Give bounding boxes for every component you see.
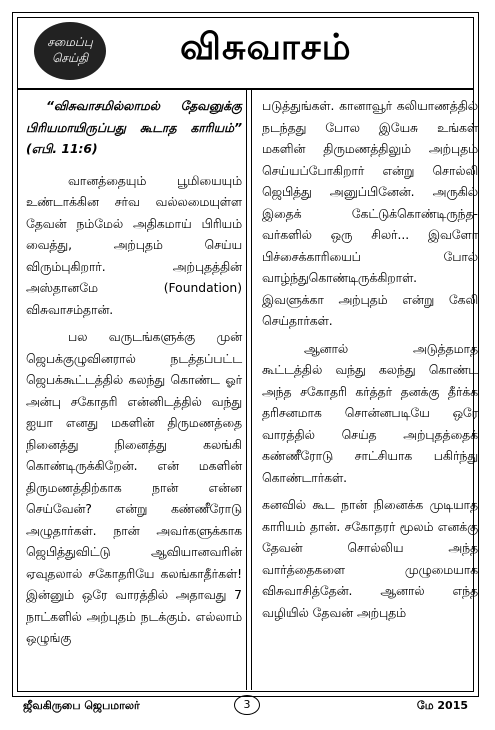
magazine-name: ஜீவகிருபை ஜெபமாலர் [23,699,140,712]
issue-date: மே 2015 [416,699,468,712]
badge-line1: சமைப்பு [47,35,93,49]
page-number: 3 [234,695,260,715]
paragraph: பல வருடங்களுக்கு முன் ஜெபக்குழுவினரால் நடத்தப்பட்ட ஜெபக்கூட்டத்தில் கலந்து கொண்ட ஓர் அன்பு சகோதரி என்னிடத்தில் வந்து ஐயா எனது மகளின் திருமணத்தை நினைத்து நினைத்து கலங்கி கொண்டிருக்கிறேன். என் மகளின் திருமணத்திற்காக நான் என்ன செய்வேன்? என்று கண்ணீரோடு அழுதார்கள். நான் அவர்களுக்காக ஜெபித்துவிட்டு ஆவியானவரின் ஏவுதலால் சகோதரியே கலங்காதீர்கள்! இன்னும் ஒரே வாரத்தில் அதாவது 7 நாட்களில் அற்புதம் நடக்கும். எல்லாம் ஒழுங்கு [26,330,242,645]
badge-line2: செய்தி [51,51,89,65]
right-column [262,96,478,630]
page-title: விசுவாசம் [180,26,352,68]
column-divider [246,90,252,690]
paragraph: படுத்துங்கள். கானாவூர் கலியாணத்தில் நடந்தது போல இயேசு உங்கள் மகளின் திருமணத்திலும் அற்புதம் செய்யப்போகிறார் என்று சொல்லி ஜெபித்து அனுப்பினேன். அருகில் இதைக் கேட்டுக்கொண்டிருந்த-வர்களில் ஒரு சிலர்... இவளோ பிச்சைக்காரியைப் போல் வாழ்ந்துகொண்டிருக்கிறாள். இவளுக்கா அற்புதம் என்று கேலி செய்தார்கள். [262,99,478,328]
paragraph: வானத்தையும் பூமியையும் உண்டாக்கின சர்வ வல்லமையுள்ள தேவன் நம்மேல் அதிகமாய் பிரியம் வைத்து, அற்புதம் செய்ய விரும்புகிறார். அற்புதத்தின் அஸ்தானமே (Foundation) விசுவாசம்தான். [26,173,242,317]
section-badge [34,22,106,80]
left-column [26,96,242,656]
scripture-quote: “விசுவாசமில்லாமல் தேவனுக்கு பிரியமாயிருப்பது கூடாத காரியம்” (எபி. 11:6) [26,99,242,156]
paragraph: ஆனால் அடுத்தமாத கூட்டத்தில் வந்து கலந்து கொண்ட அந்த சகோதரி கர்த்தர் தனக்கு தீர்க்க தரிசனமாக சொன்னபடியே ஒரே வாரத்தில் செய்த அற்புதத்தைக் கண்ணீரோடு சாட்சியாக பகிர்ந்து கொண்டார்கள். [262,341,478,485]
page-footer [17,695,474,717]
paragraph: கனவில் கூட நான் நினைக்க முடியாத காரியம் தான். சகோதரர் மூலம் எனக்கு தேவன் சொல்லிய அந்த வார்த்தைகளை முழுமையாக விசுவாசித்தேன். ஆனால் எந்த வழியில் தேவன் அற்புதம் [262,498,478,620]
